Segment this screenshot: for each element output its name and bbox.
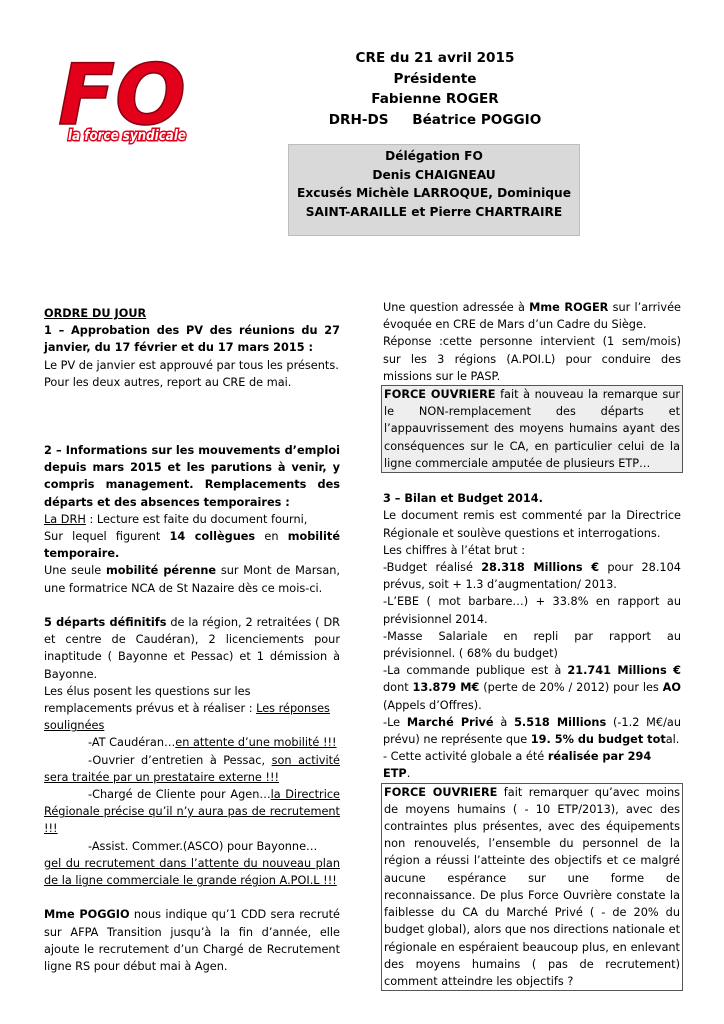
text-bold: 13.879 M€: [412, 681, 480, 695]
text: -Le: [383, 715, 407, 729]
fo-remark-1: [381, 385, 683, 473]
text: sur Mont de Marsan, une formatrice NCA de St Nazaire dès ce mois-ci.: [44, 564, 340, 595]
text: -Ouvrier d’entretien à Pessac,: [88, 753, 272, 767]
text: -La commande publique est à: [383, 664, 568, 678]
departures-paragraph: [44, 614, 340, 683]
text: .: [406, 767, 411, 781]
logo-letters: FO: [58, 50, 186, 144]
president-role: Présidente: [393, 70, 477, 87]
text-underlined: la Directrice Régionale précise qu’il n’y aura pas de recrutement !!!: [44, 788, 341, 836]
delegation-title: Délégation FO: [385, 149, 483, 163]
figure-ebe: -L’EBE ( mot barbare…) + 33.8% en rapport au prévisionnel 2014.: [383, 595, 681, 626]
figure-payroll: -Masse Salariale en repli par rapport au prévisionnel. ( 68% du budget): [383, 629, 681, 661]
logo-tagline: la force syndicale: [68, 128, 186, 144]
figures-intro: Les chiffres à l’état brut :: [383, 543, 526, 557]
text: nous indique qu’1 CDD sera recruté sur AFPA Transition jusqu’à la fin d’année, elle ajoute le recrutement d’un Chargé de Recrutement ligne RS pour début mai à Agen.: [44, 908, 341, 974]
text: al.: [665, 733, 680, 747]
text-bold: mobilité pérenne: [105, 564, 217, 578]
text: (Appels d’Offres).: [383, 698, 482, 712]
fo-remark-1-text: [384, 386, 680, 472]
reply-4-freeze: gel du recrutement dans l’attente du nouveau plan de la ligne commerciale le grande région A.POI.L !!!: [44, 856, 340, 888]
text-bold: 5 départs définitifs: [44, 616, 167, 630]
drh-role: DRH-DS: [328, 111, 389, 128]
text-bold: réalisée par 294 ETP: [383, 750, 652, 781]
text: dont: [383, 681, 413, 695]
reply-1: [44, 734, 340, 751]
item2-title: 2 – Informations sur les mouvements d’emploi depuis mars 2015 et les parutions à venir, y compris management. Remplacements des départs et des absences temporaires :: [44, 444, 340, 509]
text-underlined: Les réponses soulignées: [44, 702, 330, 733]
delegation-box: [288, 144, 580, 236]
left-column: [44, 305, 340, 975]
item1-title: 1 – Approbation des PV des réunions du 27 janvier, du 17 février et du 17 mars 2015 :: [44, 324, 340, 355]
fo-logo: [54, 50, 190, 146]
text: en: [255, 530, 288, 544]
question-roger: [383, 299, 681, 333]
text-underlined: en attente d’une mobilité !!!: [175, 736, 337, 750]
delegation-excused-2: SAINT-ARAILLE et Pierre CHARTRAIRE: [305, 204, 563, 219]
figure-public-order: [383, 662, 681, 714]
right-column: [383, 299, 681, 991]
text: fait remarquer qu’avec moins de moyens humains ( - 10 ETP/2013), avec des contraintes plus présentes, avec des équipements non renouvelés, l’ensemble du personnel de la région a réussi l’atteinte des objectifs et ce malgré aucune espérance sur une forme de reconnaissance. De plus Force Ouvrière constate la faiblesse du CA du Marché Privé ( - de 20% du budget global), alors que nos directions nationale et régionale en espéraient beaucoup plus, en enlevant des moyens humains ( pas de recrutement) comment atteindre les objectifs ?: [384, 785, 680, 988]
text-bold: 19. 5% du budget tot: [530, 733, 666, 747]
elected-questions: [44, 683, 340, 735]
text: -Chargé de Cliente pour Agen…: [88, 788, 271, 802]
text-bold: 14 collègues: [169, 530, 256, 544]
text: Une question adressée à: [383, 301, 530, 314]
text: pour 28.104 prévus, soit + 1.3 d’augmentation/ 2013.: [383, 561, 681, 592]
meeting-title: CRE du 21 avril 2015: [355, 50, 515, 66]
text-bold: 5.518 Millions: [514, 715, 607, 729]
agenda-heading: ORDRE DU JOUR: [44, 307, 147, 320]
drh-label: La DRH: [44, 512, 86, 526]
item1-paragraph-2: Pour les deux autres, report au CRE de mai.: [44, 375, 292, 389]
text-underlined: son activité sera traitée par un prestataire externe !!!: [44, 753, 340, 784]
text: sur l’arrivée évoquée en CRE de Mars d’un Cadre du Siège.: [383, 301, 682, 332]
text: à: [493, 715, 515, 729]
text-bold: 21.741 Millions €: [567, 664, 681, 678]
answer-roger: Réponse :cette personne intervient (1 sem/mois) sur les 3 régions (A.POI.L) pour conduire des missions sur le PASP.: [383, 335, 681, 383]
text: (-1.2 M€/au prévu) ne représente que: [383, 715, 681, 747]
text: - Cette activité globale a été: [383, 750, 548, 764]
figure-private-market: [383, 714, 681, 748]
text: Sur lequel figurent: [44, 530, 170, 544]
drh-line: [292, 110, 578, 131]
delegation-excused-1: Excusés Michèle LARROQUE, Dominique: [297, 186, 571, 200]
text-bold: mobilité temporaire.: [44, 530, 340, 561]
drh-lecture: [44, 511, 340, 528]
text-bold: FORCE OUVRIERE: [384, 388, 496, 402]
text-bold: Mme ROGER: [529, 301, 609, 314]
delegation-member: Denis CHAIGNEAU: [372, 167, 496, 182]
mobility-temporary: [44, 528, 340, 562]
reply-3: [44, 786, 340, 838]
poggio-paragraph: [44, 906, 340, 975]
fo-remark-2: [381, 783, 683, 991]
meeting-header: [292, 48, 578, 130]
president-name: Fabienne ROGER: [371, 91, 499, 107]
drh-name: Béatrice POGGIO: [412, 111, 542, 128]
mobility-permanent: [44, 562, 340, 596]
text-bold: FORCE OUVRIERE: [384, 785, 498, 799]
item3-title: 3 – Bilan et Budget 2014.: [383, 492, 543, 506]
drh-text: : Lecture est faite du document fourni,: [85, 512, 308, 526]
reply-2: [44, 752, 340, 786]
text: Une seule: [44, 564, 106, 578]
figure-activity: [383, 748, 681, 782]
text-bold: Mme POGGIO: [44, 908, 130, 922]
text: de la région, 2 retraitées ( DR et centre de Caudéran), 2 licenciements pour inaptitude ( Bayonne et Pessac) et 1 démission à Bayonne.: [44, 616, 341, 681]
text: (perte de 20% / 2012) pour les: [479, 681, 663, 695]
text-bold: AO: [662, 681, 681, 695]
reply-4: -Assist. Commer.(ASCO) pour Bayonne…: [88, 839, 318, 853]
text-bold: Marché Privé: [406, 715, 494, 729]
item1-paragraph-1: Le PV de janvier est approuvé par tous les présents.: [44, 358, 339, 372]
text: Les élus posent les questions sur les remplacements prévus et à réaliser :: [44, 684, 257, 716]
text-bold: 28.318 Millions €: [481, 561, 600, 575]
text: -AT Caudéran…: [88, 736, 176, 750]
fo-remark-2-text: [384, 784, 680, 990]
figure-budget: [383, 559, 681, 593]
text: fait à nouveau la remarque sur le NON-remplacement des départs et l’appauvrissement des moyens humains ayant des conséquences sur le CA, en particulier celui de la ligne commerciale amputée de plusieurs ETP…: [384, 388, 681, 470]
text: -Budget réalisé: [383, 561, 482, 575]
item3-paragraph: Le document remis est commenté par la Directrice Régionale et soulève questions et interrogations.: [383, 509, 681, 540]
